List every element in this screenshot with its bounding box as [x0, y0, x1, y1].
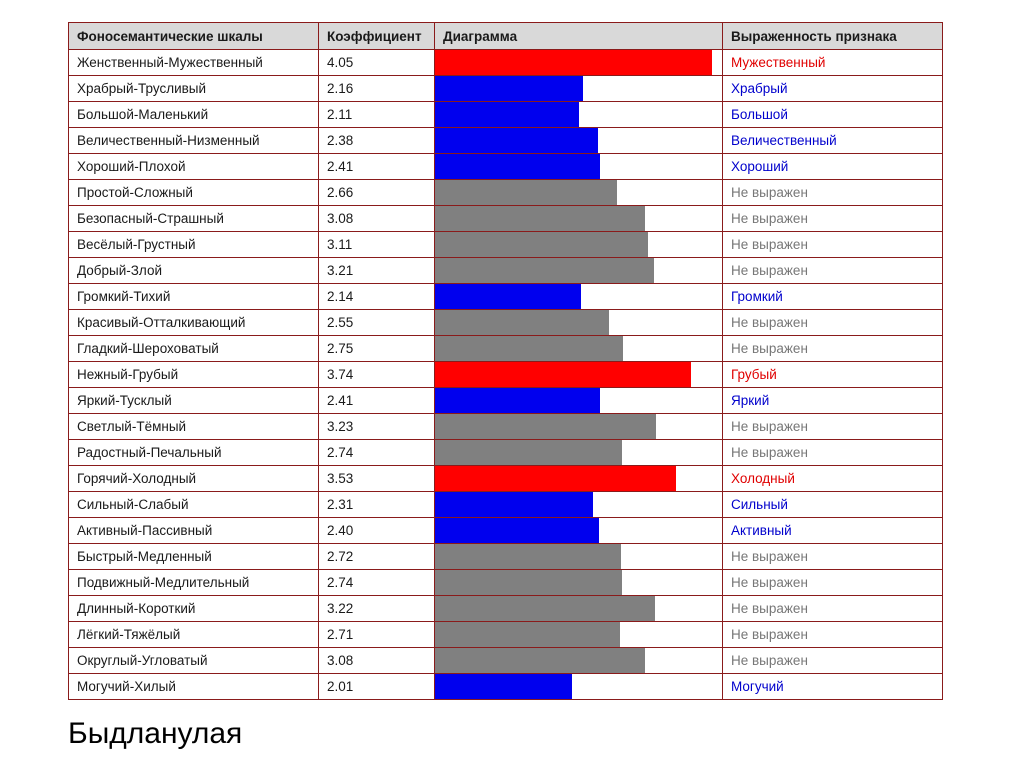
scale-label: Женственный-Мужественный: [77, 55, 263, 70]
column-header-diagram-label: Диаграмма: [443, 28, 518, 44]
table-row: [69, 674, 943, 700]
scale-label: Светлый-Тёмный: [77, 419, 187, 434]
coefficient-value: 2.66: [327, 185, 354, 200]
cell-diagram: [435, 50, 723, 76]
bar-gray: [435, 336, 623, 361]
cell-coefficient: [319, 336, 435, 362]
column-header-diagram: [435, 23, 723, 50]
table-row: [69, 284, 943, 310]
scale-label: Подвижный-Медлительный: [77, 575, 250, 590]
cell-expression: [723, 492, 943, 518]
slide-caption: Быдланулая: [68, 717, 243, 750]
cell-expression: [723, 414, 943, 440]
expression-label: Не выражен: [731, 237, 808, 252]
table-row: [69, 232, 943, 258]
cell-expression: [723, 206, 943, 232]
bar-gray: [435, 648, 645, 673]
table-row: [69, 310, 943, 336]
cell-scale: [69, 648, 319, 674]
coefficient-value: 2.01: [327, 679, 354, 694]
scale-label: Хороший-Плохой: [77, 159, 186, 174]
bar-blue: [435, 388, 600, 413]
cell-coefficient: [319, 284, 435, 310]
cell-expression: [723, 518, 943, 544]
table-head: [69, 23, 943, 50]
bar-blue: [435, 102, 579, 127]
cell-coefficient: [319, 570, 435, 596]
scale-label: Лёгкий-Тяжёлый: [77, 627, 181, 642]
cell-diagram: [435, 336, 723, 362]
coefficient-value: 2.14: [327, 289, 354, 304]
coefficient-value: 2.74: [327, 575, 354, 590]
cell-scale: [69, 440, 319, 466]
expression-label: Не выражен: [731, 341, 808, 356]
expression-label: Могучий: [731, 679, 784, 694]
cell-diagram: [435, 232, 723, 258]
column-header-scale-label: Фоносемантические шкалы: [77, 28, 263, 44]
coefficient-value: 2.40: [327, 523, 354, 538]
bar-gray: [435, 310, 609, 335]
cell-coefficient: [319, 128, 435, 154]
cell-scale: [69, 388, 319, 414]
table-row: [69, 622, 943, 648]
coefficient-value: 3.08: [327, 211, 354, 226]
cell-diagram: [435, 518, 723, 544]
cell-scale: [69, 362, 319, 388]
cell-scale: [69, 284, 319, 310]
scale-label: Гладкий-Шероховатый: [77, 341, 219, 356]
cell-diagram: [435, 466, 723, 492]
coefficient-value: 3.21: [327, 263, 354, 278]
cell-diagram: [435, 258, 723, 284]
scale-label: Длинный-Короткий: [77, 601, 196, 616]
table-row: [69, 388, 943, 414]
expression-label: Не выражен: [731, 211, 808, 226]
cell-coefficient: [319, 518, 435, 544]
cell-diagram: [435, 674, 723, 700]
cell-expression: [723, 284, 943, 310]
scale-label: Безопасный-Страшный: [77, 211, 224, 226]
scale-label: Округлый-Угловатый: [77, 653, 208, 668]
cell-expression: [723, 466, 943, 492]
cell-coefficient: [319, 440, 435, 466]
cell-scale: [69, 492, 319, 518]
cell-diagram: [435, 492, 723, 518]
table-row: [69, 258, 943, 284]
expression-label: Не выражен: [731, 185, 808, 200]
coefficient-value: 2.74: [327, 445, 354, 460]
cell-expression: [723, 232, 943, 258]
cell-coefficient: [319, 258, 435, 284]
expression-label: Хороший: [731, 159, 789, 174]
expression-label: Мужественный: [731, 55, 826, 70]
cell-scale: [69, 336, 319, 362]
expression-label: Холодный: [731, 471, 795, 486]
expression-label: Не выражен: [731, 263, 808, 278]
cell-expression: [723, 570, 943, 596]
cell-scale: [69, 518, 319, 544]
scale-label: Добрый-Злой: [77, 263, 163, 278]
cell-expression: [723, 596, 943, 622]
cell-coefficient: [319, 76, 435, 102]
scale-label: Простой-Сложный: [77, 185, 193, 200]
cell-scale: [69, 258, 319, 284]
expression-label: Не выражен: [731, 315, 808, 330]
table-header-row: [69, 23, 943, 50]
cell-diagram: [435, 310, 723, 336]
table-row: [69, 76, 943, 102]
bar-blue: [435, 154, 600, 179]
table-row: [69, 466, 943, 492]
scale-label: Быстрый-Медленный: [77, 549, 212, 564]
scale-label: Нежный-Грубый: [77, 367, 179, 382]
cell-expression: [723, 258, 943, 284]
cell-diagram: [435, 648, 723, 674]
coefficient-value: 2.16: [327, 81, 354, 96]
table-row: [69, 154, 943, 180]
bar-gray: [435, 206, 645, 231]
expression-label: Не выражен: [731, 549, 808, 564]
coefficient-value: 3.11: [327, 237, 353, 252]
cell-scale: [69, 414, 319, 440]
coefficient-value: 2.38: [327, 133, 354, 148]
cell-expression: [723, 648, 943, 674]
bar-red: [435, 466, 676, 491]
bar-gray: [435, 570, 622, 595]
cell-scale: [69, 674, 319, 700]
cell-scale: [69, 570, 319, 596]
bar-red: [435, 50, 712, 75]
bar-blue: [435, 518, 599, 543]
cell-diagram: [435, 570, 723, 596]
table-row: [69, 440, 943, 466]
cell-diagram: [435, 388, 723, 414]
table-row: [69, 648, 943, 674]
bar-blue: [435, 492, 593, 517]
cell-scale: [69, 622, 319, 648]
expression-label: Не выражен: [731, 627, 808, 642]
cell-diagram: [435, 102, 723, 128]
bar-gray: [435, 440, 622, 465]
bar-blue: [435, 128, 598, 153]
cell-scale: [69, 466, 319, 492]
scale-label: Большой-Маленький: [77, 107, 209, 122]
scale-label: Сильный-Слабый: [77, 497, 189, 512]
bar-gray: [435, 622, 620, 647]
cell-coefficient: [319, 362, 435, 388]
cell-expression: [723, 76, 943, 102]
column-header-scale: [69, 23, 319, 50]
phonosemantic-table: [68, 22, 943, 700]
coefficient-value: 3.23: [327, 419, 354, 434]
cell-coefficient: [319, 232, 435, 258]
table-row: [69, 336, 943, 362]
cell-scale: [69, 102, 319, 128]
table-row: [69, 414, 943, 440]
scale-label: Красивый-Отталкивающий: [77, 315, 246, 330]
cell-diagram: [435, 440, 723, 466]
cell-coefficient: [319, 50, 435, 76]
cell-coefficient: [319, 596, 435, 622]
expression-label: Не выражен: [731, 601, 808, 616]
scale-label: Яркий-Тусклый: [77, 393, 172, 408]
bar-gray: [435, 544, 621, 569]
cell-expression: [723, 674, 943, 700]
coefficient-value: 3.74: [327, 367, 354, 382]
cell-scale: [69, 76, 319, 102]
scale-label: Храбрый-Трусливый: [77, 81, 207, 96]
coefficient-value: 2.55: [327, 315, 354, 330]
cell-coefficient: [319, 206, 435, 232]
coefficient-value: 3.22: [327, 601, 354, 616]
cell-scale: [69, 128, 319, 154]
cell-scale: [69, 50, 319, 76]
scale-label: Активный-Пассивный: [77, 523, 213, 538]
coefficient-value: 2.72: [327, 549, 354, 564]
expression-label: Не выражен: [731, 575, 808, 590]
cell-coefficient: [319, 492, 435, 518]
scale-label: Могучий-Хилый: [77, 679, 176, 694]
cell-coefficient: [319, 310, 435, 336]
coefficient-value: 3.08: [327, 653, 354, 668]
bar-gray: [435, 258, 654, 283]
expression-label: Не выражен: [731, 653, 808, 668]
bar-gray: [435, 232, 648, 257]
cell-scale: [69, 232, 319, 258]
cell-diagram: [435, 154, 723, 180]
coefficient-value: 2.31: [327, 497, 354, 512]
bar-red: [435, 362, 691, 387]
bar-gray: [435, 596, 655, 621]
expression-label: Величественный: [731, 133, 837, 148]
cell-diagram: [435, 544, 723, 570]
expression-label: Большой: [731, 107, 788, 122]
coefficient-value: 4.05: [327, 55, 354, 70]
cell-expression: [723, 362, 943, 388]
phonosemantic-table-container: [68, 22, 942, 700]
table-row: [69, 570, 943, 596]
cell-coefficient: [319, 414, 435, 440]
cell-expression: [723, 622, 943, 648]
cell-expression: [723, 50, 943, 76]
column-header-expression: [723, 23, 943, 50]
expression-label: Храбрый: [731, 81, 788, 96]
bar-blue: [435, 76, 583, 101]
coefficient-value: 2.41: [327, 159, 354, 174]
table-body: [69, 50, 943, 700]
bar-gray: [435, 180, 617, 205]
table-row: [69, 362, 943, 388]
scale-label: Весёлый-Грустный: [77, 237, 196, 252]
scale-label: Величественный-Низменный: [77, 133, 260, 148]
cell-diagram: [435, 180, 723, 206]
column-header-coefficient: [319, 23, 435, 50]
cell-diagram: [435, 284, 723, 310]
bar-blue: [435, 284, 581, 309]
cell-coefficient: [319, 102, 435, 128]
cell-scale: [69, 180, 319, 206]
cell-expression: [723, 102, 943, 128]
cell-diagram: [435, 362, 723, 388]
cell-coefficient: [319, 674, 435, 700]
table-row: [69, 102, 943, 128]
expression-label: Не выражен: [731, 419, 808, 434]
cell-diagram: [435, 622, 723, 648]
cell-coefficient: [319, 154, 435, 180]
cell-diagram: [435, 206, 723, 232]
cell-coefficient: [319, 648, 435, 674]
cell-scale: [69, 310, 319, 336]
table-row: [69, 544, 943, 570]
cell-scale: [69, 544, 319, 570]
expression-label: Грубый: [731, 367, 777, 382]
scale-label: Радостный-Печальный: [77, 445, 222, 460]
cell-scale: [69, 154, 319, 180]
cell-scale: [69, 596, 319, 622]
cell-expression: [723, 336, 943, 362]
coefficient-value: 2.11: [327, 107, 353, 122]
cell-diagram: [435, 414, 723, 440]
scale-label: Громкий-Тихий: [77, 289, 171, 304]
cell-expression: [723, 154, 943, 180]
coefficient-value: 2.41: [327, 393, 354, 408]
cell-diagram: [435, 76, 723, 102]
coefficient-value: 2.75: [327, 341, 354, 356]
coefficient-value: 3.53: [327, 471, 354, 486]
expression-label: Яркий: [731, 393, 770, 408]
cell-coefficient: [319, 544, 435, 570]
bar-gray: [435, 414, 656, 439]
scale-label: Горячий-Холодный: [77, 471, 197, 486]
cell-coefficient: [319, 180, 435, 206]
table-row: [69, 596, 943, 622]
cell-expression: [723, 128, 943, 154]
table-row: [69, 128, 943, 154]
column-header-coefficient-label: Коэффициент: [327, 28, 422, 44]
coefficient-value: 2.71: [327, 627, 354, 642]
table-row: [69, 206, 943, 232]
expression-label: Сильный: [731, 497, 788, 512]
cell-coefficient: [319, 466, 435, 492]
cell-expression: [723, 388, 943, 414]
table-row: [69, 180, 943, 206]
cell-expression: [723, 310, 943, 336]
cell-expression: [723, 440, 943, 466]
expression-label: Громкий: [731, 289, 783, 304]
column-header-expression-label: Выраженность признака: [731, 28, 897, 44]
expression-label: Активный: [731, 523, 792, 538]
cell-coefficient: [319, 622, 435, 648]
expression-label: Не выражен: [731, 445, 808, 460]
cell-diagram: [435, 596, 723, 622]
cell-expression: [723, 180, 943, 206]
bar-blue: [435, 674, 572, 699]
table-row: [69, 50, 943, 76]
cell-diagram: [435, 128, 723, 154]
table-row: [69, 492, 943, 518]
table-row: [69, 518, 943, 544]
cell-coefficient: [319, 388, 435, 414]
cell-expression: [723, 544, 943, 570]
cell-scale: [69, 206, 319, 232]
